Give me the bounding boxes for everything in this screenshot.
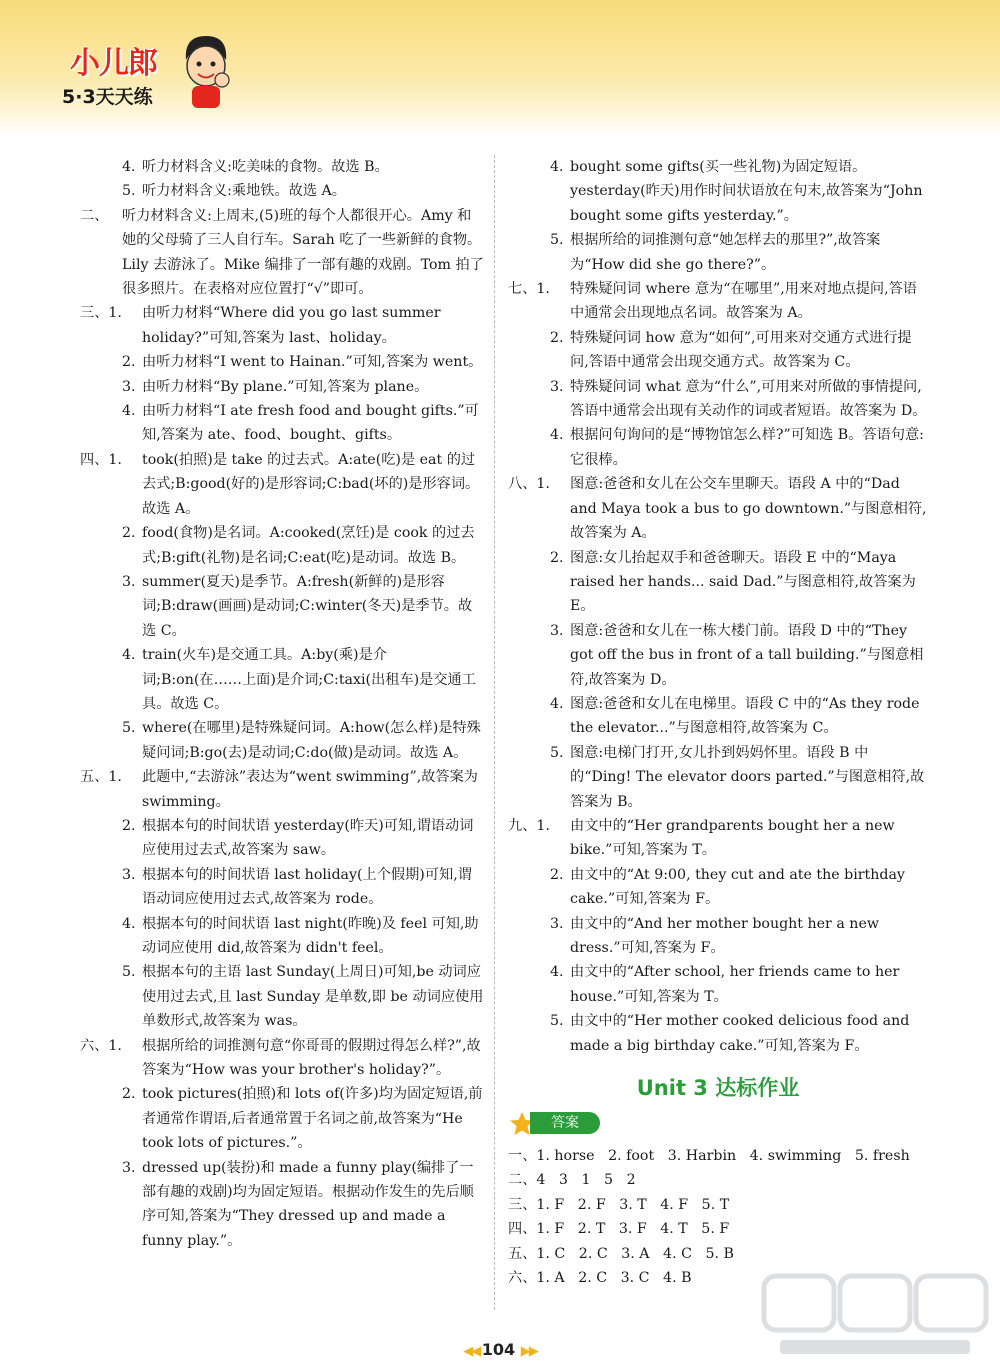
item-number — [508, 277, 550, 301]
item-text: 特殊疑问词 what 意为“什么”,可用来对所做的事情提问,答语中通常会出现有关动作的词或者短语。故答案为 D。 — [570, 378, 927, 420]
item-number — [550, 228, 564, 252]
left-column — [80, 155, 485, 1253]
item-text: food(食物)是名词。A:cooked(烹饪)是 cook 的过去式;B:gift(礼物)是名词;C:eat(吃)是动词。故选 B。 — [142, 525, 475, 566]
answer-item — [80, 1156, 485, 1254]
brand-logo — [62, 38, 222, 118]
section-number: 五、 — [80, 769, 109, 786]
item-number — [122, 399, 136, 423]
answer-item — [508, 546, 928, 619]
sub-number: 2. — [550, 329, 564, 346]
item-text: 由文中的“And her mother bought her a new dress.”可知,答案为 F。 — [570, 915, 879, 956]
answer-item — [508, 960, 928, 1009]
sub-number: 2. — [550, 549, 564, 566]
answer-item — [80, 521, 485, 570]
answer-item — [508, 277, 928, 326]
brand-title: 小儿郎 — [70, 46, 157, 81]
answer-item — [80, 570, 485, 643]
answer-item — [80, 863, 485, 912]
item-text: 听力材料含义:吃美味的食物。故选 B。 — [142, 159, 389, 175]
item-number — [550, 912, 564, 936]
item-text: 由听力材料“By plane.”可知,答案为 plane。 — [142, 378, 429, 395]
item-text: 由文中的“Her mother cooked delicious food and made a big birthday cake.”可知,答案为 F。 — [570, 1013, 910, 1054]
answer-item — [508, 326, 928, 375]
item-text: 根据所给的词推测句意“你哥哥的假期过得怎么样?”,故答案为“How was your brother's holiday?”。 — [142, 1037, 481, 1079]
item-number — [122, 912, 136, 936]
sub-number: 5. — [550, 744, 564, 761]
sub-number: 5. — [122, 720, 136, 737]
answer-item — [508, 155, 928, 228]
answer-item — [508, 814, 928, 863]
boy-mascot-icon — [178, 30, 234, 110]
sub-number: 3. — [122, 1159, 136, 1176]
sub-number: 1. — [536, 476, 550, 493]
sub-number: 1. — [108, 305, 122, 322]
answer-row: 六、1. A 2. C 3. C 4. B — [508, 1270, 692, 1287]
item-text: 由听力材料“I went to Hainan.”可知,答案为 went。 — [142, 354, 483, 371]
item-number — [550, 863, 564, 887]
sub-number: 4. — [122, 403, 136, 420]
item-number — [80, 204, 108, 228]
item-text: 图意:女儿抬起双手和爸爸聊天。语段 E 中的“Maya raised her hands... said Dad.”与图意相符,故答案为 E。 — [570, 549, 916, 615]
item-number — [80, 765, 122, 789]
answer-item — [80, 179, 485, 203]
item-text: 听力材料含义:乘地铁。故选 A。 — [142, 183, 346, 200]
item-number — [550, 960, 564, 984]
sub-number: 3. — [122, 378, 136, 395]
answer-item — [508, 228, 928, 277]
item-text: 图意:爸爸和女儿在公交车里聊天。语段 A 中的“Dad and Maya took a bus to go downtown.”与图意相符,故答案为 A。 — [570, 476, 927, 542]
sub-number: 5. — [122, 183, 136, 200]
sub-number: 3. — [122, 573, 136, 590]
answer-row: 三、1. F 2. F 3. T 4. F 5. T — [508, 1196, 730, 1213]
item-number — [550, 423, 564, 447]
item-number — [122, 179, 136, 203]
item-number — [508, 814, 550, 838]
answer-item — [80, 155, 485, 179]
answer-item — [80, 1034, 485, 1083]
item-text: 特殊疑问词 where 意为“在哪里”,用来对地点提问,答语中通常会出现地点名词。故答案为 A。 — [570, 281, 917, 322]
item-number — [122, 375, 136, 399]
item-text: 图意:爸爸和女儿在一栋大楼门前。语段 D 中的“They got off the bus in front of a tall building.”与图意相符,故答案为 D。 — [570, 622, 924, 688]
sub-number: 3. — [550, 378, 564, 395]
item-text: took(拍照)是 take 的过去式。A:ate(吃)是 eat 的过去式;B:good(好的)是形容词;C:bad(坏的)是形容词。故选 A。 — [142, 451, 480, 517]
answer-item — [80, 960, 485, 1033]
sub-number: 1. — [536, 281, 550, 298]
sub-number: 3. — [550, 622, 564, 639]
section-number: 七、 — [508, 281, 537, 298]
column-divider — [494, 155, 495, 1310]
section-number: 九、 — [508, 817, 537, 834]
sub-number: 2. — [122, 817, 136, 834]
item-text: 图意:电梯门打开,女儿扑到妈妈怀里。语段 B 中的“Ding! The elevator doors parted.”与图意相符,故答案为 B。 — [570, 744, 925, 810]
item-number — [122, 155, 136, 179]
answer-item — [80, 912, 485, 961]
sub-number: 4. — [122, 159, 136, 175]
answer-item — [508, 692, 928, 741]
sub-number: 5. — [550, 232, 564, 249]
sub-number: 2. — [122, 354, 136, 371]
item-text: 此题中,“去游泳”表达为“went swimming”,故答案为 swimming。 — [142, 769, 478, 810]
answer-item — [80, 643, 485, 716]
item-text: 特殊疑问词 how 意为“如何”,可用来对交通方式进行提问,答语中通常会出现交通方式。故答案为 C。 — [570, 329, 912, 371]
item-text: 由听力材料“I ate fresh food and bought gifts.”可知,答案为 ate、food、bought、gifts。 — [142, 403, 479, 444]
sub-number: 1. — [108, 1037, 122, 1054]
item-number — [550, 375, 564, 399]
answer-item — [508, 912, 928, 961]
answer-item — [508, 1009, 928, 1058]
answer-item — [80, 716, 485, 765]
answer-label: 答案 — [530, 1112, 600, 1134]
answer-item — [508, 423, 928, 472]
item-text: took pictures(拍照)和 lots of(许多)均为固定短语,前者通常作谓语,后者通常置于名词之前,故答案为“He took lots of pictures.”。 — [142, 1086, 483, 1152]
item-text: 根据本句的时间状语 yesterday(昨天)可知,谓语动词应使用过去式,故答案为 saw。 — [142, 817, 474, 859]
section-number: 四、 — [80, 451, 109, 468]
item-number — [550, 692, 564, 716]
answer-item — [80, 204, 485, 302]
item-number — [80, 1034, 122, 1058]
sub-number: 3. — [550, 915, 564, 932]
item-text: 根据问句询问的是“博物馆怎么样?”可知选 B。答语句意:它很棒。 — [570, 427, 924, 468]
sub-number: 5. — [122, 964, 136, 981]
sub-number: 3. — [122, 866, 136, 883]
item-number — [550, 619, 564, 643]
item-text: where(在哪里)是特殊疑问词。A:how(怎么样)是特殊疑问词;B:go(去)是动词;C:do(做)是动词。故选 A。 — [142, 720, 481, 761]
item-text: 听力材料含义:上周末,(5)班的每个人都很开心。Amy 和她的父母骑了三人自行车。Sarah 吃了一些新鲜的食物。Lily 去游泳了。Mike 编排了一部有趣的戏剧。Tom 拍了很多照片。在表格对应位置打“√”即可。 — [122, 207, 484, 298]
sub-number: 2. — [550, 866, 564, 883]
item-number — [122, 863, 136, 887]
section-number: 三、 — [80, 305, 109, 322]
answer-row: 一、1. horse 2. foot 3. Harbin 4. swimming 5. fresh — [508, 1148, 910, 1165]
answer-item — [80, 814, 485, 863]
answer-badge — [508, 1110, 928, 1138]
answer-row: 五、1. C 2. C 3. A 4. C 5. B — [508, 1245, 734, 1262]
prev-arrows-icon: ◀◀ — [463, 1344, 482, 1359]
item-number — [122, 814, 136, 838]
answer-item — [80, 301, 485, 350]
answer-item — [80, 350, 485, 374]
right-explanations — [508, 155, 928, 1058]
answer-item — [508, 375, 928, 424]
page-number: 104 — [481, 1340, 516, 1359]
answer-item — [80, 448, 485, 521]
unit-title: Unit 3 达标作业 — [636, 1076, 800, 1101]
item-number — [122, 716, 136, 740]
section-number: 二、 — [80, 207, 109, 224]
item-number — [550, 326, 564, 350]
brand-subtitle: 5·3天天练 — [62, 86, 153, 108]
item-text: 根据本句的主语 last Sunday(上周日)可知,be 动词应使用过去式,且 last Sunday 是单数,即 be 动词应使用单数形式,故答案为 was。 — [142, 964, 484, 1030]
sub-number: 1. — [108, 769, 122, 786]
sub-number: 4. — [122, 647, 136, 664]
answer-item — [80, 765, 485, 814]
sub-number: 4. — [550, 159, 564, 175]
item-number — [550, 1009, 564, 1033]
answer-row: 二、4 3 1 5 2 — [508, 1172, 636, 1189]
item-text: 图意:爸爸和女儿在电梯里。语段 C 中的“As they rode the elevator...”与图意相符,故答案为 C。 — [570, 695, 920, 737]
answer-item — [508, 619, 928, 692]
item-text: 根据所给的词推测句意“她怎样去的那里?”,故答案为“How did she go there?”。 — [570, 232, 881, 273]
sub-number: 2. — [122, 525, 136, 542]
page-footer — [0, 1340, 1000, 1359]
sub-number: 1. — [536, 817, 550, 834]
answer-row: 四、1. F 2. T 3. F 4. T 5. F — [508, 1221, 730, 1238]
item-number — [122, 643, 136, 667]
answer-item — [80, 399, 485, 448]
answer-item — [80, 1082, 485, 1155]
sub-number: 4. — [122, 915, 136, 932]
sub-number: 4. — [550, 427, 564, 444]
sub-number: 4. — [550, 695, 564, 712]
answer-item — [508, 472, 928, 545]
section-number: 六、 — [80, 1037, 109, 1054]
item-number — [122, 521, 136, 545]
right-column — [508, 155, 928, 1290]
item-number — [122, 960, 136, 984]
item-text: 由文中的“After school, her friends came to her house.”可知,答案为 T。 — [570, 964, 900, 1005]
sub-number: 4. — [550, 964, 564, 981]
answer-item — [508, 741, 928, 814]
item-text: train(火车)是交通工具。A:by(乘)是介词;B:on(在……上面)是介词;C:taxi(出租车)是交通工具。故选 C。 — [142, 647, 476, 712]
item-text: bought some gifts(买一些礼物)为固定短语。yesterday(昨天)用作时间状语放在句末,故答案为“John bought some gifts yesterday.”。 — [570, 159, 923, 224]
item-text: 根据本句的时间状语 last night(昨晚)及 feel 可知,助动词应使用 did,故答案为 didn't feel。 — [142, 915, 479, 956]
item-text: 由听力材料“Where did you go last summer holiday?”可知,答案为 last、holiday。 — [142, 305, 441, 346]
item-number — [122, 350, 136, 374]
item-number — [550, 741, 564, 765]
sub-number: 1. — [108, 451, 122, 468]
item-number — [122, 1156, 136, 1180]
item-text: 由文中的“At 9:00, they cut and ate the birthday cake.”可知,答案为 F。 — [570, 866, 905, 908]
item-number — [80, 448, 122, 472]
item-number — [80, 301, 122, 325]
page-header — [0, 0, 1000, 135]
item-number — [122, 1082, 136, 1106]
item-text: 根据本句的时间状语 last holiday(上个假期)可知,谓语动词应使用过去式,故答案为 rode。 — [142, 866, 472, 908]
item-text: 由文中的“Her grandparents bought her a new bike.”可知,答案为 T。 — [570, 817, 895, 859]
answer-item — [80, 375, 485, 399]
item-number — [122, 570, 136, 594]
item-text: summer(夏天)是季节。A:fresh(新鲜的)是形容词;B:draw(画画)是动词;C:winter(冬天)是季节。故选 C。 — [142, 573, 473, 639]
next-arrows-icon: ▶▶ — [520, 1344, 537, 1359]
answer-item — [508, 863, 928, 912]
item-number — [508, 472, 550, 496]
answer-list — [508, 1144, 928, 1290]
item-text: dressed up(装扮)和 made a funny play(编排了一部有趣的戏剧)均为固定短语。根据动作发生的先后顺序可知,答案为“They dressed up and made a funny play.”。 — [142, 1159, 474, 1249]
item-number — [550, 155, 564, 179]
section-number: 八、 — [508, 476, 537, 493]
sub-number: 2. — [122, 1086, 136, 1103]
sub-number: 5. — [550, 1013, 564, 1030]
item-number — [550, 546, 564, 570]
